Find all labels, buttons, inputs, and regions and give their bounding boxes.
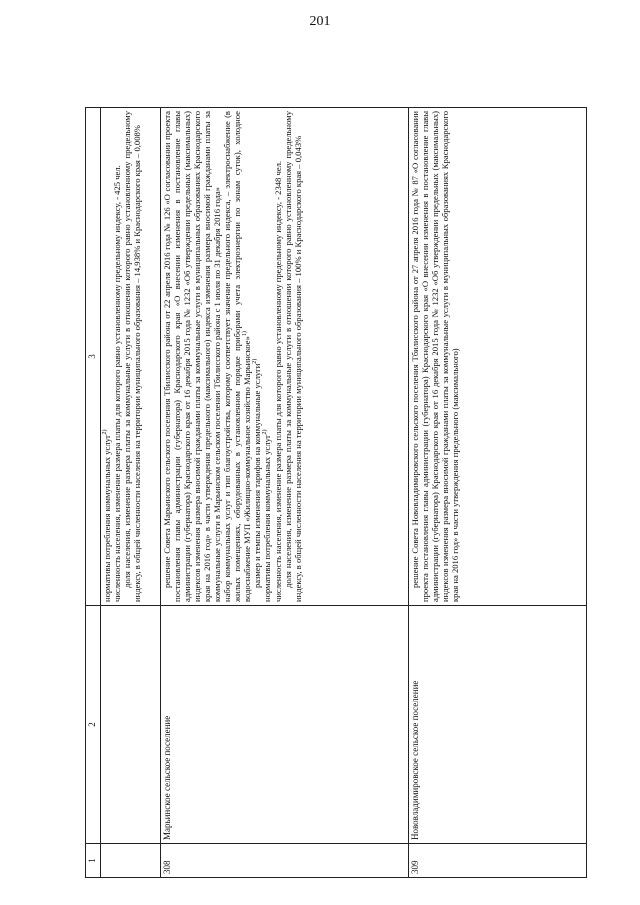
column-header: 2: [86, 606, 101, 844]
paragraph-text: нормативы потребления коммунальных услуг: [102, 434, 112, 602]
row-text-cell: [101, 108, 161, 606]
row-text-cell: [161, 108, 409, 606]
row-text-cell: [409, 108, 587, 606]
row-number-cell: 308: [161, 844, 409, 878]
paragraph: [283, 111, 303, 602]
footnote-marker: 2): [102, 429, 109, 435]
paragraph: [162, 111, 222, 602]
paragraph: [222, 111, 252, 602]
paragraph: [112, 111, 122, 602]
paragraph-text: решение Совета Марьинского сельского поселения Тбилисского района от 22 апреля 2016 года № 126 «О согласовании проекта постановления главы администрации (губернатора) Краснодарского края «О внесении изменения в постановление главы администрации (губернатора) Краснодарского края от 16 декабря 2015 года № 1232 «Об утверждении предельных (максимальных) индексов изменения размера вносимой гражданами платы за коммунальные услуги в муниципальных образованиях Краснодарского края на 2016 год» в части утверждения предельного (максимального) индекса изменения размера вносимой гражданами платы за коммунальные услуги в Марьинском сельском поселении Тбилисского района с 1 июля по 31 декабря 2016 года»: [162, 111, 223, 602]
paragraph-text: численность населения, изменение размера платы для которого равно установленному предельному индексу, - 425 чел.: [112, 165, 123, 602]
row-number-cell: [101, 844, 161, 878]
paragraph: [262, 111, 272, 602]
paragraph: [410, 111, 460, 602]
table-row: [161, 108, 409, 878]
paragraph-text: набор коммунальных услуг и тип благоустройства, которому соответствует значение предельного индекса, – электроснабжение (в жилых помещениях, оборудованных в установленном порядке приборами учета электроэнергии по зонам суток), холодное водоснабжение МУП «Жилищно-коммунальное хозяйство Марьинское»: [222, 111, 253, 602]
column-header: 3: [86, 108, 101, 606]
footnote-marker: 2): [262, 429, 269, 435]
paragraph-text: доля населения, изменение размера платы за коммунальные услуги в отношении которого равно установленному предельному индексу, в общей численности населения на территории муниципального образования – 14,938% и Краснодарского края – 0,008%: [122, 111, 143, 602]
column-header: 1: [86, 844, 101, 878]
paragraph: [102, 111, 112, 602]
paragraph-text: численность населения, изменение размера платы для которого равно установленному предельному индексу, - 2348 чел.: [272, 160, 283, 602]
row-name-cell: Марьинское сельское поселение: [161, 606, 409, 844]
row-name-cell: Нововладимировское сельское поселение: [409, 606, 587, 844]
paragraph: [252, 111, 262, 602]
table-row: [409, 108, 587, 878]
page-number: 201: [309, 14, 331, 29]
paragraph: [273, 111, 283, 602]
row-number-cell: 309: [409, 844, 587, 878]
footnote-marker: 1): [242, 331, 249, 337]
paragraph-text: доля населения, изменение размера платы за коммунальные услуги в отношении которого равно установленному предельному индексу, в общей численности населения на территории муниципального образования – 100% и Краснодарского края – 0,043%: [282, 111, 303, 602]
rotated-table-wrapper: [85, 108, 587, 878]
paragraph-text: размер и темпы изменения тарифов на коммунальные услуги: [252, 363, 263, 588]
row-name-cell: [101, 606, 161, 844]
paragraph-text: решение Совета Нововладимировского сельского поселения Тбилисского района от 27 апреля 2016 года № 87 «О согласовании проекта постановления главы администрации (губернатора) Краснодарского края «О внесении изменения в постановление главы администрации (губернатора) Краснодарского края от 16 декабря 2015 года № 1232 «Об утверждении предельных (максимальных) индексов изменения размера вносимой гражданами платы за коммунальные услуги в муниципальных образованиях Краснодарского края на 2016 год» в части утверждения предельного (максимального): [410, 111, 461, 602]
table-row-continued: [101, 108, 161, 878]
municipal-index-table: [85, 107, 587, 878]
paragraph-text: нормативы потребления коммунальных услуг: [262, 434, 273, 602]
paragraph: [122, 111, 142, 602]
footnote-marker: 2): [252, 358, 259, 364]
table-header-row: [86, 108, 101, 878]
